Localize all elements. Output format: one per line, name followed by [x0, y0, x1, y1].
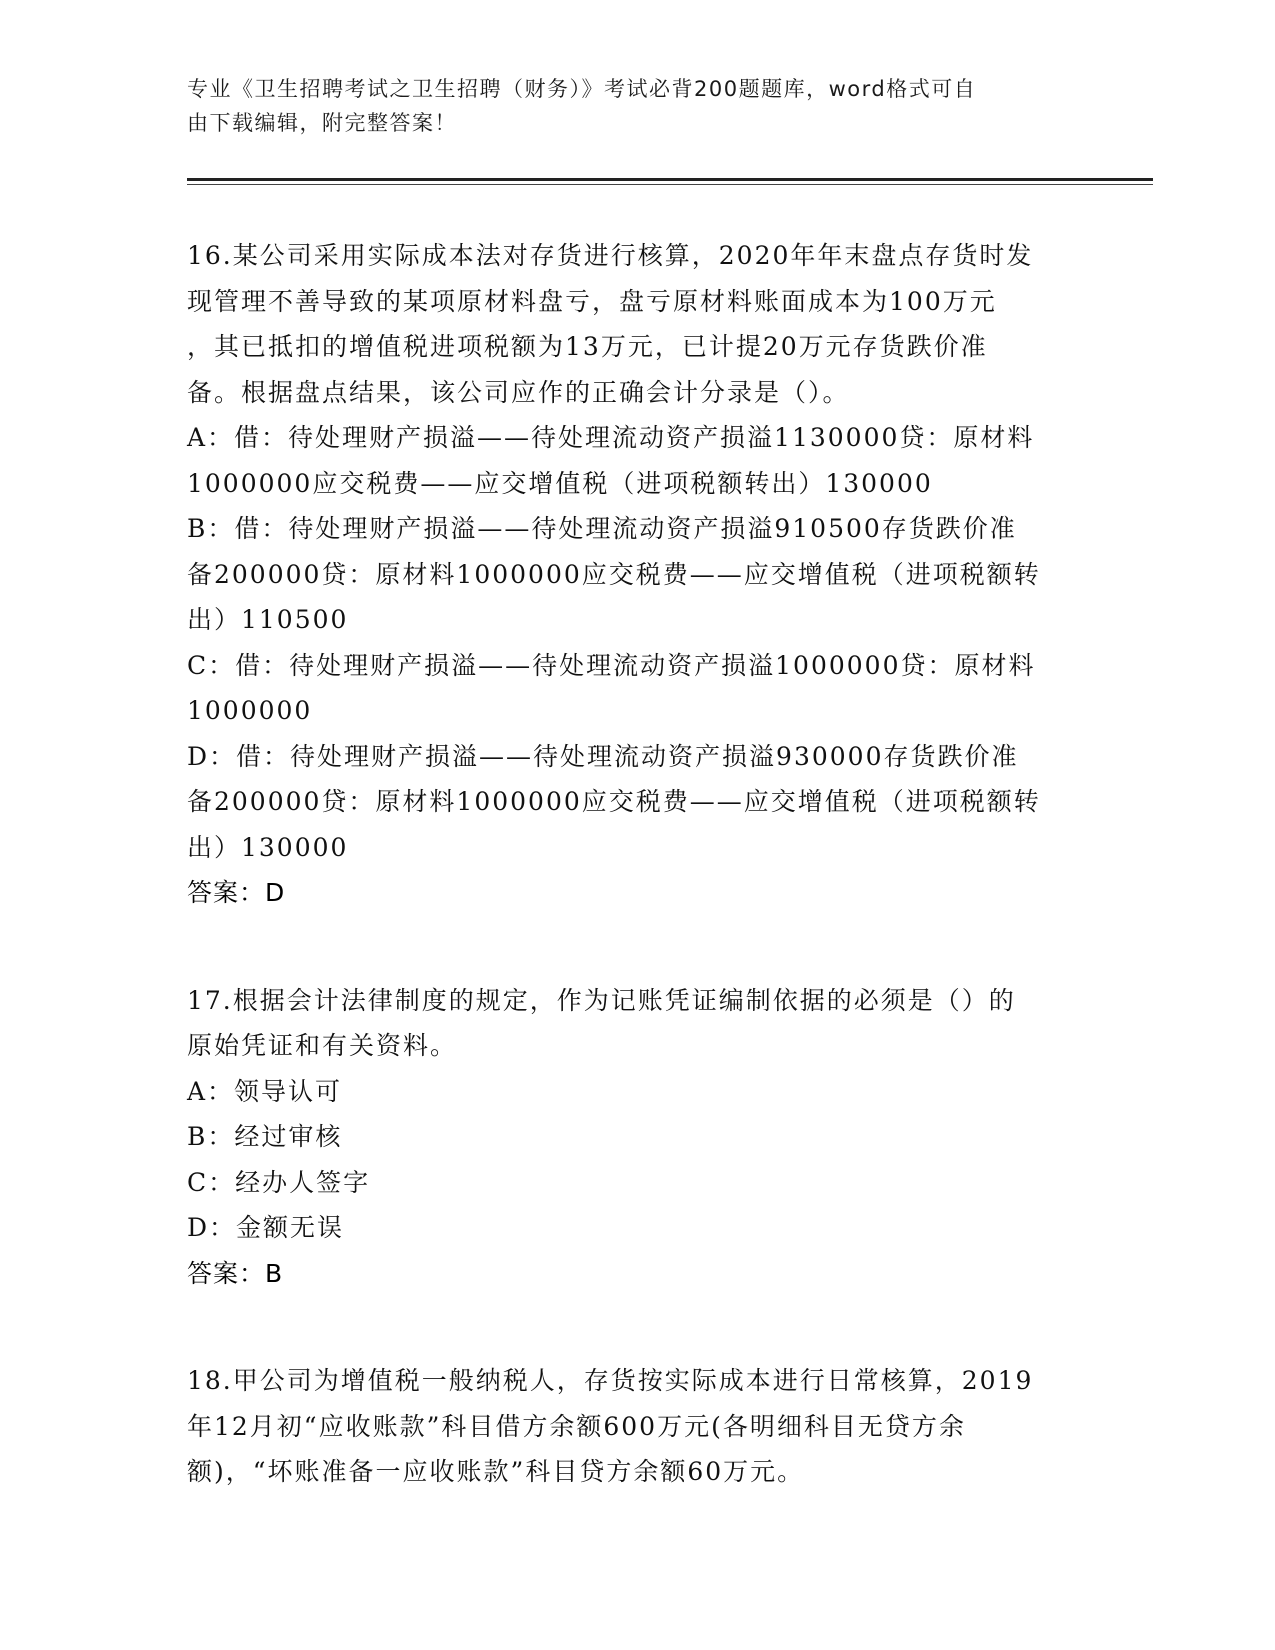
- question-16-line: ，其已抵扣的增值税进项税额为13万元，已计提20万元存货跌价准: [187, 332, 988, 361]
- question-16-option-d: 出）130000: [187, 832, 349, 862]
- question-18-line: 18.甲公司为增值税一般纳税人，存货按实际成本进行日常核算，2019: [187, 1366, 1034, 1395]
- question-17-answer: 答案：B: [187, 1258, 284, 1288]
- question-16-option-a: 1000000应交税费——应交增值税（进项税额转出）130000: [187, 468, 933, 498]
- question-16-option-a: A：借：待处理财产损溢——待处理流动资产损溢1130000贷：原材料: [187, 423, 1035, 452]
- question-18-line: 年12月初“应收账款”科目借方余额600万元(各明细科目无贷方余: [187, 1411, 966, 1441]
- question-16-option-c: C：借：待处理财产损溢——待处理流动资产损溢1000000贷：原材料: [187, 650, 1036, 680]
- question-16-option-b: B：借：待处理财产损溢——待处理流动资产损溢910500存货跌价准: [187, 514, 1017, 543]
- question-17-line: 原始凭证和有关资料。: [187, 1031, 458, 1060]
- question-17-line: 17.根据会计法律制度的规定，作为记账凭证编制依据的必须是（）的: [187, 985, 1016, 1015]
- question-17-option-c: C：经办人签字: [187, 1167, 371, 1197]
- document-header: [187, 72, 1067, 140]
- question-18: [187, 1358, 1087, 1495]
- question-16-option-b: 出）110500: [187, 605, 349, 634]
- question-18-line: 额)，“坏账准备一应收账款”科目贷方余额60万元。: [187, 1457, 805, 1486]
- question-16-line: 16.某公司采用实际成本法对存货进行核算，2020年年末盘点存货时发: [187, 241, 1034, 270]
- question-17-option-a: A：领导认可: [187, 1076, 343, 1106]
- header-line-2: 由下载编辑，附完整答案！: [187, 111, 457, 135]
- header-divider-thin: [187, 184, 1153, 185]
- question-17-option-d: D：金额无误: [187, 1213, 345, 1242]
- question-17: [187, 978, 1087, 1297]
- question-16-option-c: 1000000: [187, 696, 313, 725]
- question-16: [187, 233, 1087, 916]
- question-16-line: 现管理不善导致的某项原材料盘亏，盘亏原材料账面成本为100万元: [187, 286, 997, 316]
- question-16-answer: 答案：D: [187, 878, 286, 907]
- question-16-option-d: 备200000贷：原材料1000000应交税费——应交增值税（进项税额转: [187, 787, 1041, 816]
- question-16-option-d: D：借：待处理财产损溢——待处理流动资产损溢930000存货跌价准: [187, 741, 1019, 771]
- question-16-line: 备。根据盘点结果，该公司应作的正确会计分录是（）。: [187, 377, 850, 407]
- question-16-option-b: 备200000贷：原材料1000000应交税费——应交增值税（进项税额转: [187, 559, 1041, 589]
- question-17-option-b: B：经过审核: [187, 1122, 343, 1151]
- question-list: [187, 233, 1087, 1557]
- header-divider-thick: [187, 178, 1153, 181]
- header-line-1: 专业《卫生招聘考试之卫生招聘（财务）》考试必背200题题库，word格式可自: [187, 77, 977, 101]
